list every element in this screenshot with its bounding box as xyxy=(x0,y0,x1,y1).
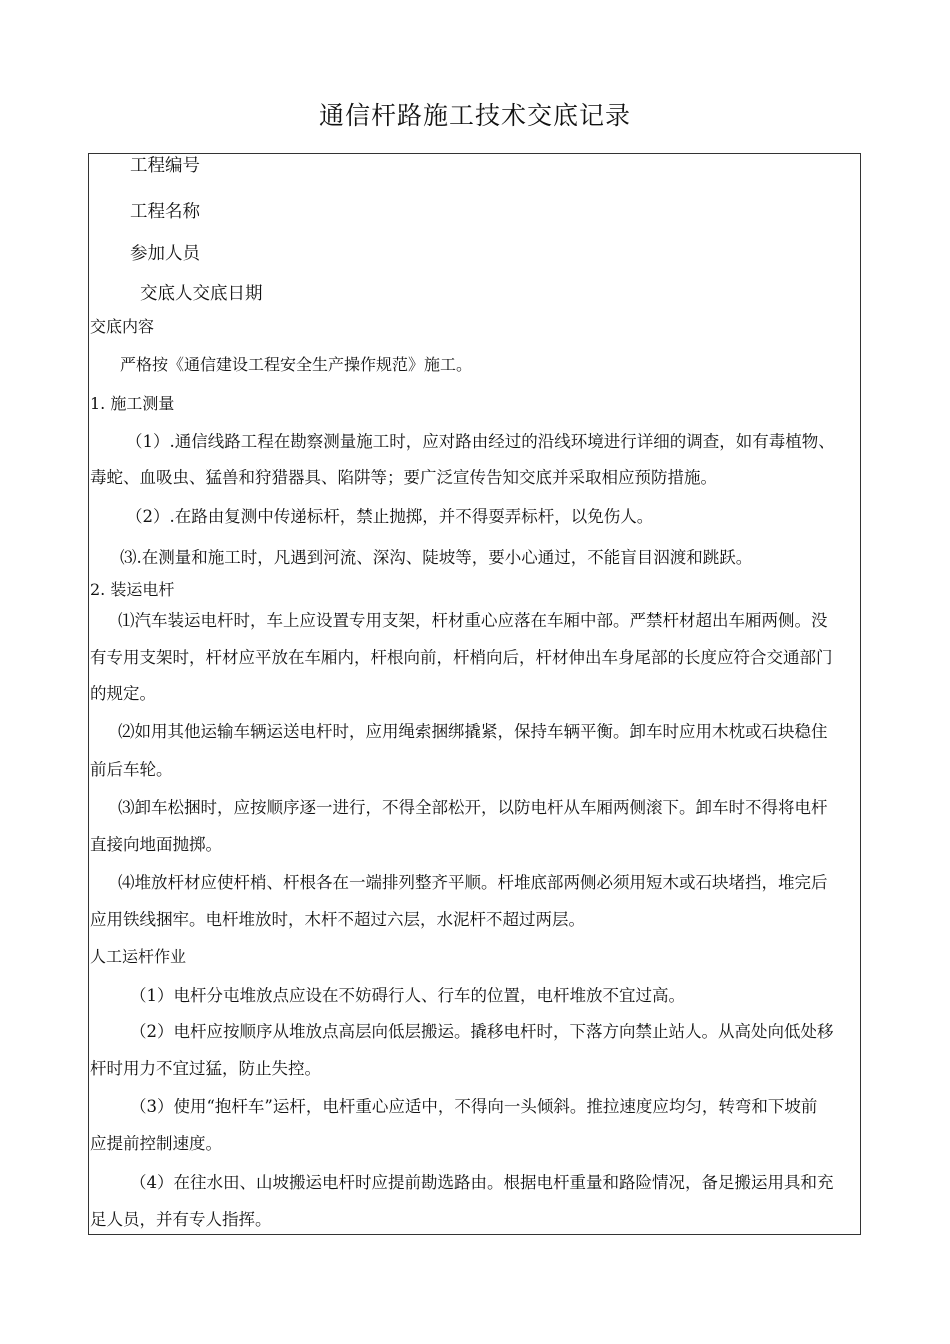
paragraph-line: ⑶卸车松捆时，应按顺序逐一进行，不得全部松开，以防电杆从车厢两侧滚下。卸车时不得将电杆 xyxy=(118,798,828,817)
paragraph-line: 杆时用力不宜过猛，防止失控。 xyxy=(90,1059,321,1078)
paragraph-line: ⑷堆放杆材应使杆梢、杆根各在一端排列整齐平顺。杆堆底部两侧必须用短木或石块堵挡，堆完后 xyxy=(118,873,828,892)
section-heading-survey: 1. 施工测量 xyxy=(90,394,175,413)
presenter-date-label: 交底人交底日期 xyxy=(140,284,263,304)
paragraph-line: （2）电杆应按顺序从堆放点高层向低层搬运。撬移电杆时，下落方向禁止站人。从高处向低处移 xyxy=(130,1022,834,1041)
section-heading-manual: 人工运杆作业 xyxy=(90,947,187,966)
paragraph-line: （2）.在路由复测中传递标杆，禁止抛掷，并不得耍弄标杆，以免伤人。 xyxy=(126,507,654,526)
project-name-label: 工程名称 xyxy=(130,202,200,222)
paragraph-line: ⑴汽车装运电杆时，车上应设置专用支架，杆材重心应落在车厢中部。严禁杆材超出车厢两侧。没 xyxy=(118,611,828,630)
paragraph-line: 毒蛇、血吸虫、猛兽和狩猎器具、陷阱等；要广泛宣传告知交底并采取相应预防措施。 xyxy=(90,468,717,487)
paragraph-line: 直接向地面抛掷。 xyxy=(90,835,222,854)
paragraph-line: 应用铁线捆牢。电杆堆放时，木杆不超过六层，水泥杆不超过两层。 xyxy=(90,910,585,929)
intro-text: 严格按《通信建设工程安全生产操作规范》施工。 xyxy=(120,355,473,374)
section-heading-transport: 2. 装运电杆 xyxy=(90,580,175,599)
paragraph-line: （1）.通信线路工程在勘察测量施工时，应对路由经过的沿线环境进行详细的调查，如有毒植物、 xyxy=(126,432,835,451)
paragraph-line: （1）电杆分屯堆放点应设在不妨碍行人、行车的位置，电杆堆放不宜过高。 xyxy=(130,986,685,1005)
paragraph-line: 的规定。 xyxy=(90,684,156,703)
project-number-label: 工程编号 xyxy=(130,156,200,176)
paragraph-line: 足人员，并有专人指挥。 xyxy=(90,1210,272,1229)
paragraph-line: ⑵如用其他运输车辆运送电杆时，应用绳索捆绑撬紧，保持车辆平衡。卸车时应用木枕或石块稳住 xyxy=(118,722,828,741)
paragraph-line: 前后车轮。 xyxy=(90,760,173,779)
paragraph-line: （3）使用“抱杆车”运杆，电杆重心应适中，不得向一头倾斜。推拉速度应均匀，转弯和下坡前 xyxy=(130,1097,818,1116)
paragraph-line: ⑶.在测量和施工时，凡遇到河流、深沟、陡坡等，要小心通过，不能盲目泅渡和跳跃。 xyxy=(120,548,753,567)
paragraph-line: （4）在往水田、山坡搬运电杆时应提前勘选路由。根据电杆重量和路险情况，备足搬运用具和充 xyxy=(130,1173,834,1192)
paragraph-line: 应提前控制速度。 xyxy=(90,1134,222,1153)
page-title: 通信杆路施工技术交底记录 xyxy=(318,101,631,130)
paragraph-line: 有专用支架时，杆材应平放在车厢内，杆根向前，杆梢向后，杆材伸出车身尾部的长度应符合交通部门 xyxy=(90,648,833,667)
content-label: 交底内容 xyxy=(90,317,155,336)
participants-label: 参加人员 xyxy=(130,244,200,264)
